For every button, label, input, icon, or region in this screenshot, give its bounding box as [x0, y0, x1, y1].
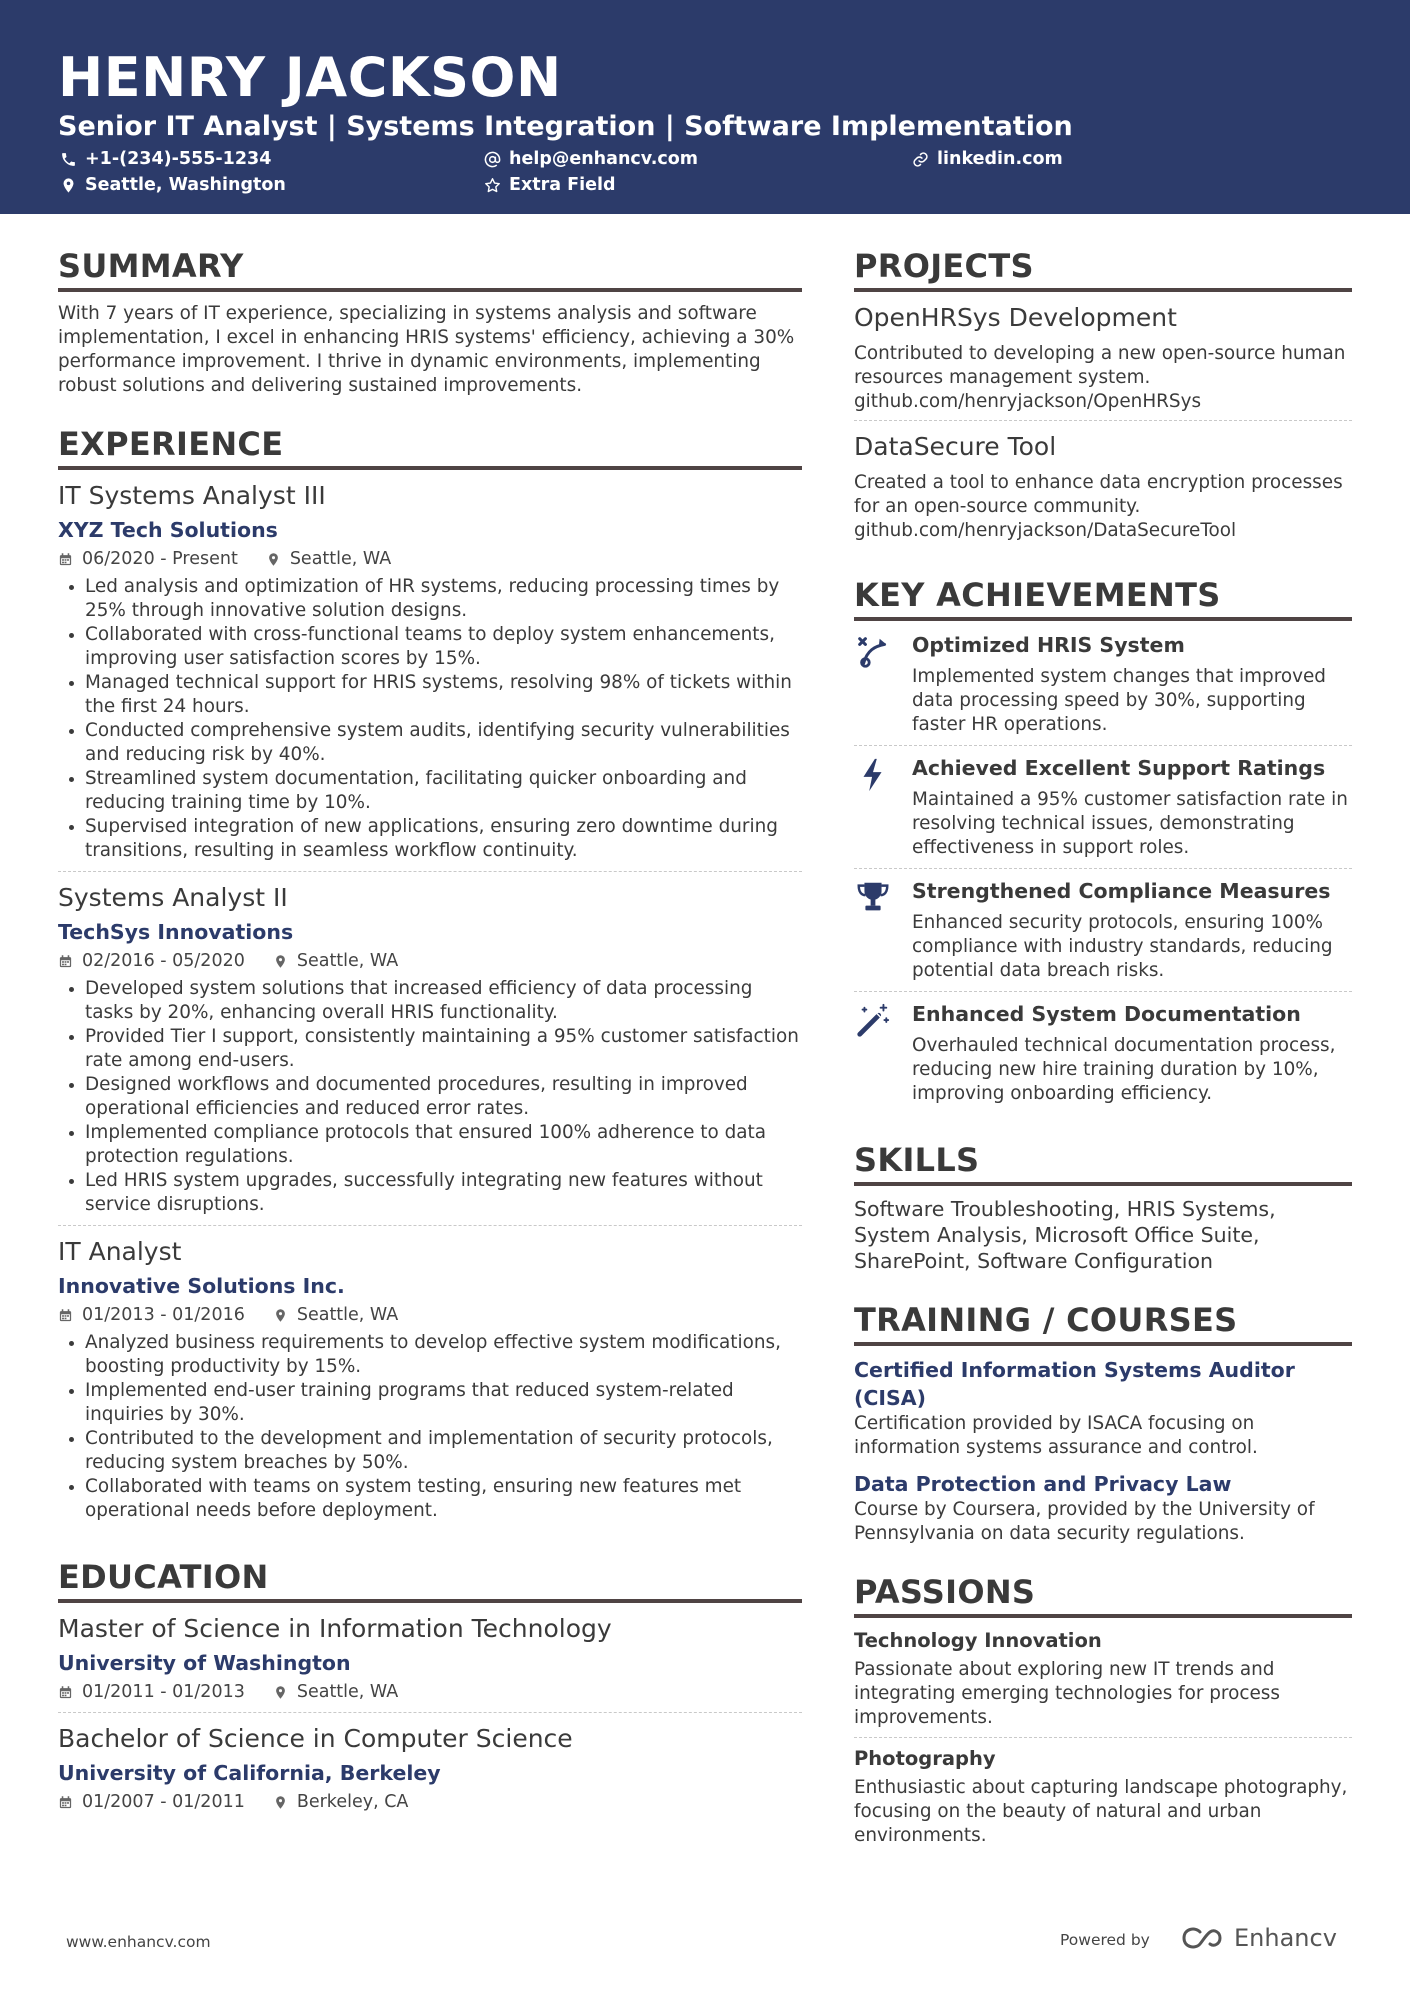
job-title: IT Systems Analyst III [58, 481, 326, 510]
training-heading: TRAINING / COURSES [854, 1300, 1352, 1346]
degree-title: Master of Science in Information Technology [58, 1614, 612, 1643]
extra-text: Extra Field [509, 175, 616, 195]
magic-wand-icon [854, 1002, 892, 1040]
achievements-heading: KEY ACHIEVEMENTS [854, 575, 1352, 621]
project-title: OpenHRSys Development [854, 303, 1177, 332]
linkedin-text: linkedin.com [937, 149, 1063, 169]
education-location: Seattle, WA [296, 1682, 399, 1702]
email-text: help@enhancv.com [509, 149, 699, 169]
candidate-headline: Senior IT Analyst | Systems Integration | Software Implementation [58, 111, 1073, 142]
location-text: Seattle, Washington [85, 175, 286, 195]
passion-title: Photography [854, 1747, 996, 1770]
course-description: Course by Coursera, provided by the University of Pennsylvania on data security regulations. [854, 1499, 1315, 1544]
footer-powered-by: Powered by [1060, 1931, 1150, 1949]
contact-location [60, 174, 286, 196]
achievements-section [854, 575, 1352, 1114]
bullet-item: Implemented compliance protocols that ensured 100% adherence to data protection regulations. [58, 1121, 802, 1169]
calendar-icon [58, 1685, 73, 1700]
job-location: Seattle, WA [289, 549, 392, 569]
phone-text: +1-(234)-555-1234 [85, 149, 272, 169]
achievement-entry [854, 754, 1352, 869]
education-entry [58, 1613, 802, 1713]
bullet-item: Managed technical support for HRIS systems, resolving 98% of tickets within the first 24 hours. [58, 671, 802, 719]
achievement-title: Achieved Excellent Support Ratings [912, 756, 1326, 780]
resume-header [0, 0, 1410, 214]
bullet-item: Provided Tier I support, consistently maintaining a 95% customer satisfaction rate among end-users. [58, 1025, 802, 1073]
location-pin-icon [273, 954, 288, 969]
job-dates: 06/2020 - Present [82, 549, 238, 569]
company-name: TechSys Innovations [58, 920, 294, 944]
experience-heading: EXPERIENCE [58, 424, 802, 470]
achievement-entry [854, 631, 1352, 746]
job-title: Systems Analyst II [58, 883, 288, 912]
phone-icon [60, 151, 77, 168]
education-entry [58, 1723, 802, 1822]
experience-entry [58, 882, 802, 1226]
achievement-entry [854, 877, 1352, 992]
achievement-description: Enhanced security protocols, ensuring 100% compliance with industry standards, reducing potential data breach risks. [912, 912, 1333, 981]
job-title: IT Analyst [58, 1237, 182, 1266]
contact-extra [484, 174, 616, 196]
location-pin-icon [266, 552, 281, 567]
school-name: University of Washington [58, 1651, 351, 1675]
summary-text: With 7 years of IT experience, specializing in systems analysis and software implementation, I excel in enhancing HRIS systems' efficiency, achieving a 30% performance improvement. I thrive in dynamic environments, implementing robust solutions and delivering sustained improvements. [58, 303, 795, 396]
project-title: DataSecure Tool [854, 432, 1057, 461]
location-pin-icon [273, 1685, 288, 1700]
bullet-item: Analyzed business requirements to develop effective system modifications, boosting productivity by 15%. [58, 1331, 802, 1379]
link-icon [912, 151, 929, 168]
job-meta [58, 950, 802, 972]
bullet-item: Supervised integration of new applications, ensuring zero downtime during transitions, resulting in seamless workflow continuity. [58, 815, 802, 863]
skills-heading: SKILLS [854, 1140, 1352, 1186]
calendar-icon [58, 1795, 73, 1810]
degree-title: Bachelor of Science in Computer Science [58, 1724, 573, 1753]
passions-heading: PASSIONS [854, 1572, 1352, 1618]
course-description: Certification provided by ISACA focusing on information systems assurance and control. [854, 1413, 1258, 1458]
bullet-item: Conducted comprehensive system audits, identifying security vulnerabilities and reducing risk by 40%. [58, 719, 802, 767]
training-section [854, 1300, 1352, 1546]
company-name: XYZ Tech Solutions [58, 518, 278, 542]
footer-brand-name: Enhancv [1234, 1924, 1337, 1952]
bullet-item: Developed system solutions that increased efficiency of data processing tasks by 20%, enhancing overall HRIS functionality. [58, 977, 802, 1025]
education-meta [58, 1791, 802, 1813]
contact-linkedin[interactable] [912, 148, 1063, 170]
achievement-entry [854, 1000, 1352, 1114]
experience-section [58, 424, 802, 1531]
job-dates: 01/2013 - 01/2016 [82, 1305, 245, 1325]
education-location: Berkeley, CA [296, 1792, 409, 1812]
school-name: University of California, Berkeley [58, 1761, 441, 1785]
passion-entry [854, 1746, 1352, 1855]
bullet-item: Collaborated with teams on system testing, ensuring new features met operational needs before deployment. [58, 1475, 802, 1523]
job-dates: 02/2016 - 05/2020 [82, 951, 245, 971]
achievement-description: Overhauled technical documentation process, reducing new hire training duration by 10%, improving onboarding efficiency. [912, 1035, 1336, 1104]
achievement-title: Enhanced System Documentation [912, 1002, 1301, 1026]
education-meta [58, 1681, 802, 1703]
project-description: Created a tool to enhance data encryption processes for an open-source community. github.com/henryjackson/DataSecureTool [854, 472, 1343, 541]
at-icon [484, 151, 501, 168]
footer-website-link[interactable]: www.enhancv.com [66, 1933, 211, 1951]
job-meta [58, 1304, 802, 1326]
education-section [58, 1557, 802, 1822]
skills-list: Software Troubleshooting, HRIS Systems, System Analysis, Microsoft Office Suite, SharePoint, Software Configuration [854, 1197, 1276, 1273]
trophy-icon [854, 879, 892, 917]
job-bullets [58, 575, 802, 863]
projects-section [854, 246, 1352, 549]
passions-section [854, 1572, 1352, 1855]
bullet-item: Led analysis and optimization of HR systems, reducing processing times by 25% through innovative solution designs. [58, 575, 802, 623]
bullet-item: Implemented end-user training programs that reduced system-related inquiries by 30%. [58, 1379, 802, 1427]
projects-heading: PROJECTS [854, 246, 1352, 292]
skills-section [854, 1140, 1352, 1274]
location-pin-icon [273, 1795, 288, 1810]
project-description: Contributed to developing a new open-source human resources management system. github.com/henryjackson/OpenHRSys [854, 343, 1346, 412]
passion-description: Enthusiastic about capturing landscape photography, focusing on the beauty of natural and urban environments. [854, 1777, 1348, 1846]
achievement-description: Maintained a 95% customer satisfaction rate in resolving technical issues, demonstrating effectiveness in support roles. [912, 789, 1348, 858]
location-pin-icon [273, 1308, 288, 1323]
course-title: Certified Information Systems Auditor (CISA) [854, 1358, 1295, 1410]
candidate-name: HENRY JACKSON [58, 46, 562, 109]
bullet-item: Streamlined system documentation, facilitating quicker onboarding and reducing training time by 10%. [58, 767, 802, 815]
achievement-title: Optimized HRIS System [912, 633, 1185, 657]
footer-brand-logo[interactable] [1180, 1924, 1337, 1952]
job-bullets [58, 977, 802, 1217]
education-dates: 01/2007 - 01/2011 [82, 1792, 245, 1812]
calendar-icon [58, 552, 73, 567]
education-heading: EDUCATION [58, 1557, 802, 1603]
contact-phone[interactable] [60, 148, 271, 170]
bullet-item: Contributed to the development and implementation of security protocols, reducing system breaches by 50%. [58, 1427, 802, 1475]
job-location: Seattle, WA [296, 1305, 399, 1325]
strategy-icon [854, 633, 892, 671]
star-icon [484, 177, 501, 194]
project-entry [854, 431, 1352, 549]
company-name: Innovative Solutions Inc. [58, 1274, 345, 1298]
summary-heading: SUMMARY [58, 246, 802, 292]
bullet-item: Designed workflows and documented procedures, resulting in improved operational efficiencies and reduced error rates. [58, 1073, 802, 1121]
job-bullets [58, 1331, 802, 1523]
calendar-icon [58, 1308, 73, 1323]
lightning-icon [854, 756, 892, 794]
contact-email[interactable] [484, 148, 698, 170]
summary-section [58, 246, 802, 398]
course-title: Data Protection and Privacy Law [854, 1472, 1232, 1496]
right-column [854, 246, 1352, 1881]
project-entry [854, 302, 1352, 421]
job-meta [58, 548, 802, 570]
experience-entry [58, 480, 802, 872]
job-location: Seattle, WA [296, 951, 399, 971]
left-column [58, 246, 802, 1848]
achievement-description: Implemented system changes that improved data processing speed by 30%, supporting faster HR operations. [912, 666, 1326, 735]
achievement-title: Strengthened Compliance Measures [912, 879, 1331, 903]
education-dates: 01/2011 - 01/2013 [82, 1682, 245, 1702]
calendar-icon [58, 954, 73, 969]
passion-title: Technology Innovation [854, 1629, 1102, 1652]
location-pin-icon [60, 177, 77, 194]
enhancv-logo-icon [1180, 1924, 1226, 1952]
bullet-item: Collaborated with cross-functional teams to deploy system enhancements, improving user satisfaction scores by 15%. [58, 623, 802, 671]
bullet-item: Led HRIS system upgrades, successfully integrating new features without service disruptions. [58, 1169, 802, 1217]
passion-entry [854, 1628, 1352, 1738]
passion-description: Passionate about exploring new IT trends and integrating emerging technologies for process improvements. [854, 1659, 1280, 1728]
experience-entry [58, 1236, 802, 1531]
